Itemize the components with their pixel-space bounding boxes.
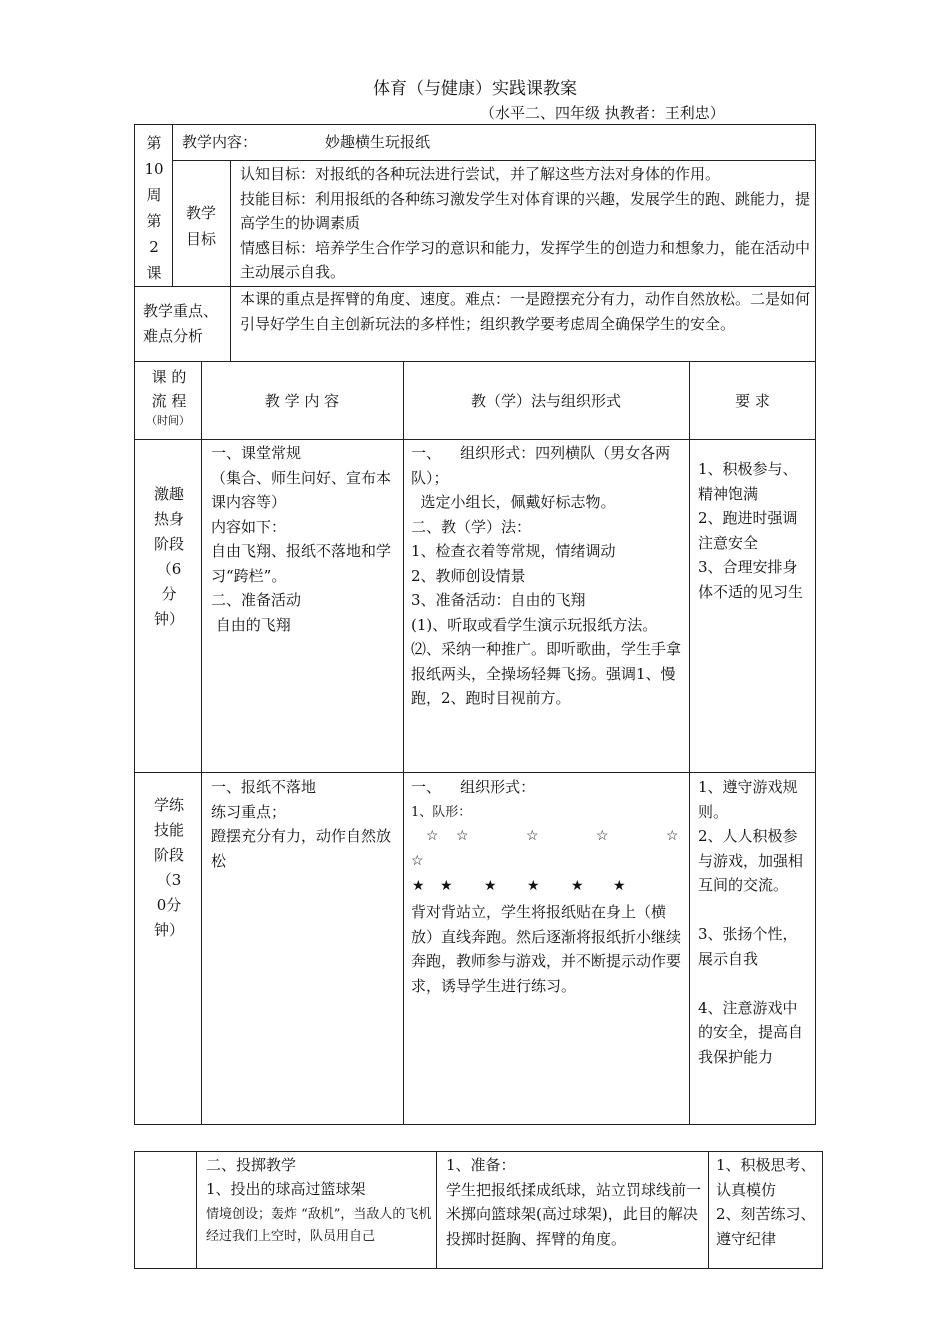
stage1-content-line: 自由的飞翔 [211,615,291,634]
page2-content-title: 二、投掷教学 [206,1156,297,1174]
goals-list [240,162,810,285]
stage1-method-line: ⑵、采纳一种推广。即听歌曲，学生手拿报纸两头，全操场轻舞飞扬。强调1、慢跑，2、跑时目视前方。 [411,640,682,707]
grid-line [708,1151,709,1269]
formation-star-filled: ★ [440,878,453,894]
stage1-method-line: 一、 组织形式：四列横队（男女各两队）； [411,444,671,487]
stage1-method-line: (1)、听取或看学生演示玩报纸方法。 [411,615,658,634]
content-value: 妙趣横生玩报纸 [325,133,431,151]
stage2-method-text: 背对背站立，学生将报纸贴在身上（横放）直线奔跑。然后逐渐将报纸折小继续奔跑，教师参与游戏，并不断提示动作要求，诱导学生进行练习。 [411,903,682,995]
grid-line [436,1151,437,1269]
stage2-req-line: 1、遵守游戏规则。 [698,778,798,821]
stage2-content-line: 蹬摆充分有力，动作自然放松 [211,827,392,870]
page-title: 体育（与健康）实践课教案 [373,79,577,99]
formation-star-filled: ★ [484,878,497,894]
page2-content-small: 情境创设；轰炸 “敌机”，当敌人的飞机经过我们上空时，队员用自己 [206,1207,432,1244]
stage1-content-line: 自由飞翔、报纸不落地和学习“跨栏”。 [211,542,392,585]
stage1-req-line: 3、合理安排身体不适的见习生 [698,558,804,601]
key-label: 教学重点、难点分析 [143,302,219,345]
stage1-method-line: 1、检查衣着等常规，情绪调动 [411,542,616,560]
goals-label: 教学目标 [185,204,216,248]
lesson-week-label: 第10周第2课 [144,134,164,282]
formation-star-filled: ★ [571,878,584,894]
stage1-content-line: 一、课堂常规 [211,444,302,462]
col-content-header: 教 学 内 容 [264,392,340,410]
formation-star-open: ☆ [596,828,609,844]
page-subtitle: （水平二、四年级 执教者：王利忠） [480,104,725,122]
stage2-content-line: 练习重点； [211,802,287,821]
page2-method-line: 1、准备： [446,1156,516,1174]
content-label: 教学内容： [182,133,258,151]
stage1-content-line: （集合、师生问好、宣布本课内容等） [211,468,392,511]
stage1-method [411,441,685,711]
goal-skill: 技能目标：利用报纸的各种练习激发学生对体育课的兴趣，发展学生的跑、跳能力，提高学生的协调素质 [240,189,811,232]
formation-star-filled: ★ [613,878,626,894]
stage2-method-heading: 一、 组织形式： [411,778,536,796]
stage1-method-line: 3、准备活动：自由的飞翔 [411,591,586,609]
formation-star-open: ☆ [666,828,679,844]
page2-method-line: 学生把报纸揉成纸球，站立罚球线前一米掷向篮球架(高过球架)，此目的解决投掷时挺胸、挥臂的角度。 [446,1180,702,1248]
formation-star-open: ☆ [526,828,539,844]
col-flow-time: （时间） [146,414,190,427]
goal-emotion: 情感目标：培养学生合作学习的意识和能力，发挥学生的创造力和想象力，能在活动中主动展示自我。 [240,238,811,281]
formation-star-filled: ★ [412,878,425,894]
formation-label: 1、队形： [411,805,472,820]
stage2-req-line: 3、张扬个性，展示自我 [698,925,798,968]
grid-line [230,160,231,361]
stage2-req-line: 4、注意游戏中的安全，提高自我保护能力 [698,998,804,1066]
stage2-req-line: 2、人人积极参与游戏，加强相互间的交流。 [698,827,804,894]
col-flow-header: 课 的 流 程 [151,368,187,410]
stage1-method-line: 2、教师创设情景 [411,566,526,585]
formation-star-open: ☆ [426,828,439,844]
stage1-name: 激趣热身阶段（6分钟） [154,485,185,628]
stage2-content [211,775,397,873]
page2-req [716,1153,820,1251]
formation-star-open: ☆ [411,853,424,869]
grid-line [172,160,816,161]
grid-line [689,361,690,1125]
grid-line [134,772,816,773]
goal-cognitive: 认知目标：对报纸的各种玩法进行尝试，并了解这些方法对身体的作用。 [240,165,721,183]
stage1-content-line: 二、准备活动 [211,591,302,609]
stage1-content [211,441,397,637]
page2-req-line: 1、积极思考、认真模仿 [716,1156,816,1199]
stage1-method-line: 二、教（学）法： [411,517,532,536]
stage2-content-line: 一、报纸不落地 [211,778,317,796]
grid-line [403,361,404,1125]
formation-star-open: ☆ [456,828,469,844]
page2-req-line: 2、刻苦练习、遵守纪律 [716,1205,816,1248]
grid-line [134,439,816,440]
col-req-header: 要 求 [735,392,770,410]
col-method-header: 教（学）法与组织形式 [470,392,621,410]
stage2-name: 学练技能阶段（30分钟） [154,796,185,939]
formation-star-filled: ★ [527,878,540,894]
grid-line [201,361,202,1125]
stage1-req-line: 2、跑进时强调注意安全 [698,509,798,552]
key-text: 本课的重点是挥臂的角度、速度。难点：一是蹬摆充分有力，动作自然放松。二是如何引导好学生自主创新玩法的多样性；组织教学要考虑周全确保学生的安全。 [240,290,811,333]
stage2-req [698,775,810,1069]
grid-line [134,361,816,362]
stage1-req-line: 1、积极参与、精神饱满 [698,460,798,503]
stage1-method-line: 选定小组长，佩戴好标志物。 [411,493,616,511]
page2-content-sub: 1、投出的球高过篮球架 [206,1180,366,1198]
page2-method [446,1153,702,1251]
grid-line [196,1151,197,1269]
stage1-content-line: 内容如下： [211,517,287,536]
stage1-req [698,457,810,604]
grid-line [172,124,173,286]
